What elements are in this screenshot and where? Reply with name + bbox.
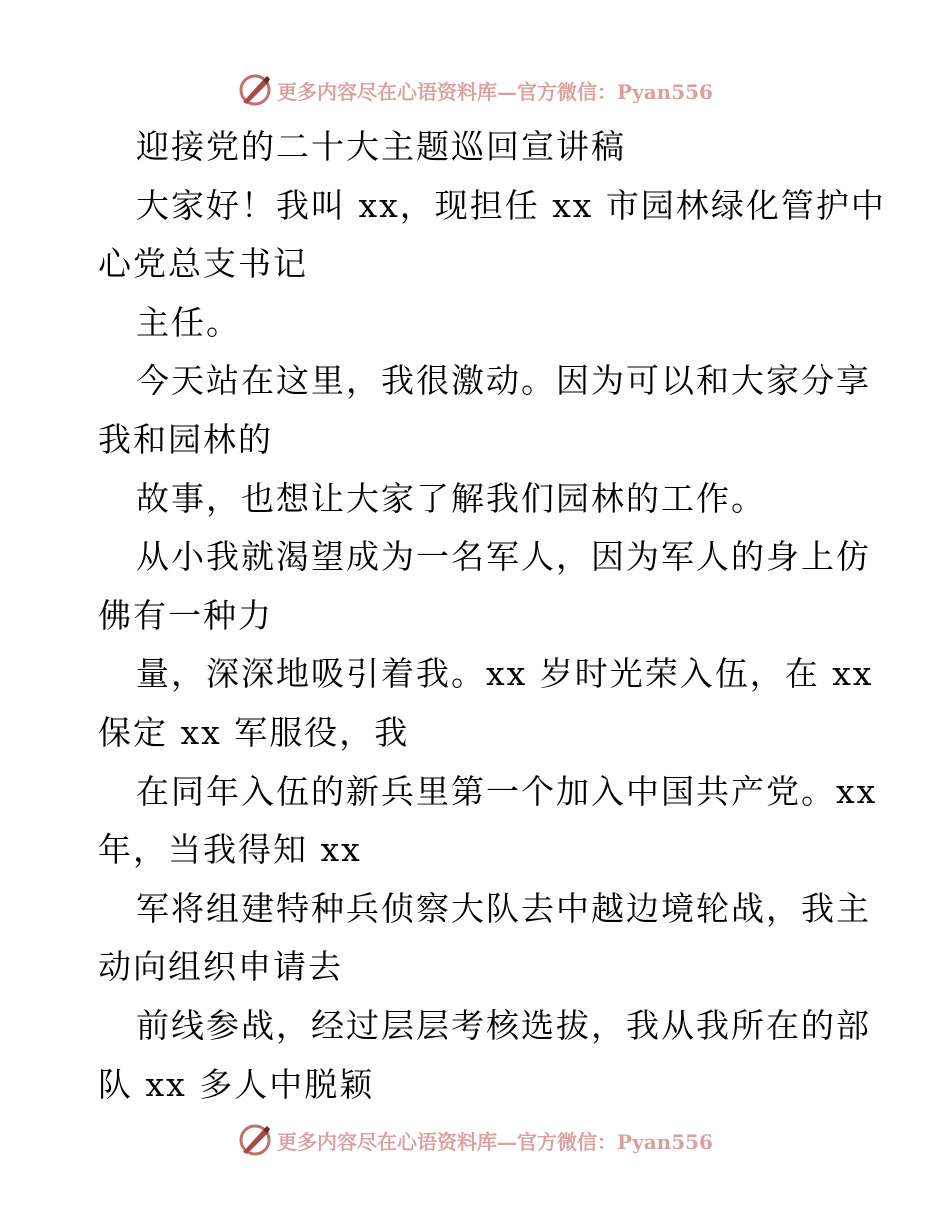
text-line: 心党总支书记 <box>98 244 308 284</box>
pen-logo-icon <box>237 1122 273 1158</box>
text-line: 大家好！我叫 xx，现担任 xx 市园林绿化管护中 <box>136 185 886 225</box>
text-line: 主任。 <box>136 302 241 342</box>
document-body <box>98 118 886 1114</box>
text-line: 在同年入伍的新兵里第一个加入中国共产党。xx <box>136 771 878 811</box>
pen-logo-icon <box>237 72 273 108</box>
text-line: 军将组建特种兵侦察大队去中越边境轮战，我主 <box>136 888 871 928</box>
text-line: 我和园林的 <box>98 419 273 459</box>
text-line: 年，当我得知 xx <box>98 830 362 870</box>
footer-watermark <box>0 1118 950 1162</box>
text-line: 队 xx 多人中脱颖 <box>98 1064 375 1104</box>
text-line: 迎接党的二十大主题巡回宣讲稿 <box>136 127 626 166</box>
text-line: 今天站在这里，我很激动。因为可以和大家分享 <box>136 361 871 401</box>
header-watermark <box>0 68 950 112</box>
text-line: 动向组织申请去 <box>98 947 343 987</box>
watermark-text: 更多内容尽在心语资料库—官方微信：Pyan556 <box>277 1129 713 1154</box>
text-line: 佛有一种力 <box>98 595 273 635</box>
watermark-text: 更多内容尽在心语资料库—官方微信：Pyan556 <box>277 79 713 104</box>
text-line: 从小我就渴望成为一名军人，因为军人的身上仿 <box>136 537 871 577</box>
text-line: 故事，也想让大家了解我们园林的工作。 <box>136 478 766 518</box>
text-line: 保定 xx 军服役，我 <box>98 712 410 752</box>
text-line: 前线参战，经过层层考核选拔，我从我所在的部 <box>136 1005 871 1045</box>
text-line: 量，深深地吸引着我。xx 岁时光荣入伍，在 xx <box>136 654 874 694</box>
